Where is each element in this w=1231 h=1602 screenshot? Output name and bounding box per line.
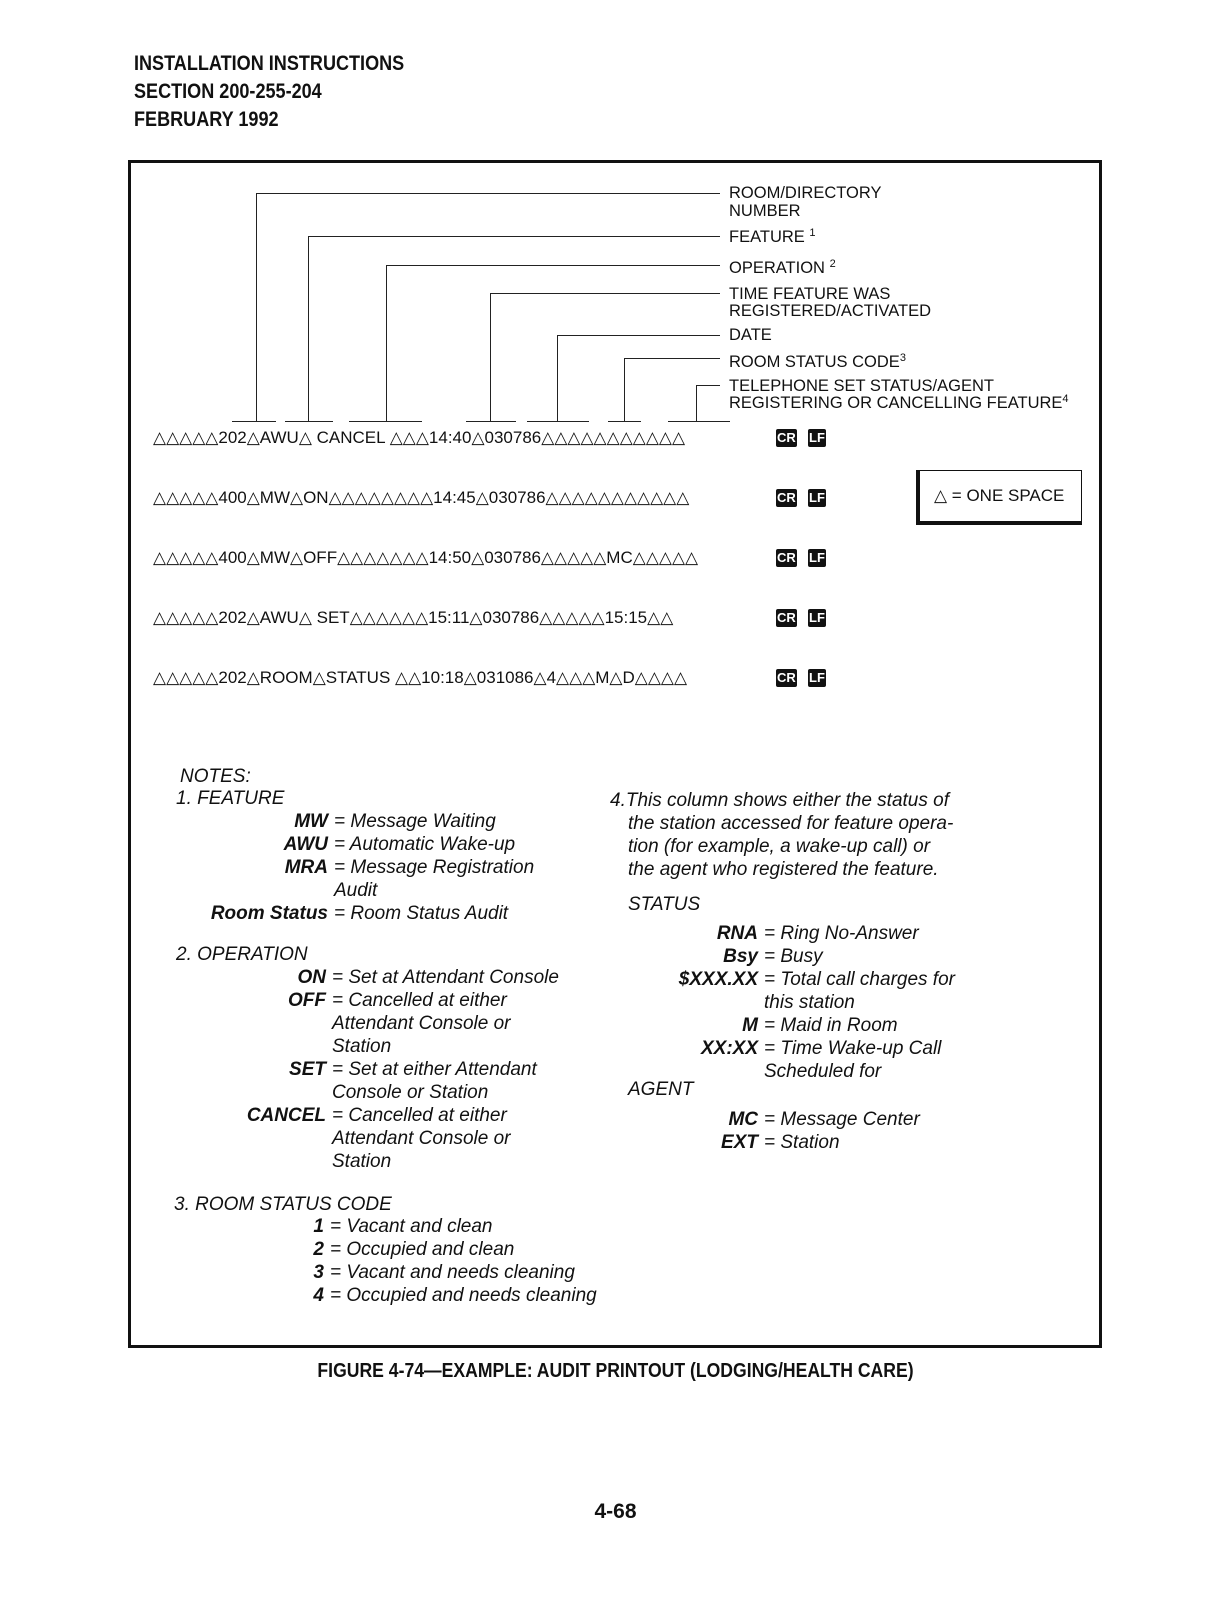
note-term: MC [728,1109,758,1130]
note-meaning: = Room Status Audit [334,903,509,924]
space-legend-box [916,470,1082,525]
note-meaning: Audit [334,880,378,901]
note-meaning: = Ring No-Answer [764,923,919,944]
note-definition [600,1131,840,1154]
header-line-1: INSTALLATION INSTRUCTIONS [134,52,405,75]
note-status-title: STATUS [628,894,701,915]
note-definition [180,1261,575,1284]
note-term: 1 [313,1216,324,1237]
note-4-line: the agent who registered the feature. [628,859,939,880]
note-term: M [742,1015,758,1036]
note-meaning: Scheduled for [764,1061,882,1082]
note-operation-title: 2. OPERATION [176,944,308,965]
note-agent-title: AGENT [628,1079,694,1100]
note-meaning: = Set at Attendant Console [332,967,559,988]
printout-row-1: △△△△△202△AWU△ CANCEL △△△14:40△030786△△△△△△△△△△△ [153,428,686,447]
callout-telephone-2: REGISTERING OR CANCELLING FEATURE$^4$ [729,393,1069,412]
note-term: Bsy [723,946,758,967]
note-definition [180,1035,391,1058]
note-meaning: Station [332,1151,392,1172]
note-meaning: = Station [764,1132,840,1153]
note-term: MW [294,811,328,832]
note-meaning: Station [332,1036,392,1057]
note-term: 3 [313,1262,324,1283]
note-definition [180,1058,537,1081]
note-definition [600,968,955,991]
note-definition [180,902,508,925]
note-meaning: = Total call charges for [764,969,955,990]
note-meaning: Attendant Console or [332,1128,511,1149]
note-meaning: = Time Wake-up Call [764,1038,942,1059]
callout-operation: OPERATION $^2$ [729,258,836,277]
note-definition [600,922,919,945]
note-term: RNA [716,923,758,944]
note-definition [180,810,496,833]
note-meaning: = Set at either Attendant [332,1059,537,1080]
note-definition [180,856,534,879]
note-room-status-title: 3. ROOM STATUS CODE [174,1194,392,1215]
note-definition [180,989,507,1012]
note-definition [600,991,855,1014]
note-definition [180,1238,514,1261]
note-term: 4 [313,1285,324,1306]
lf-marker: LF [809,490,825,505]
note-meaning: = Occupied and clean [330,1239,515,1260]
note-meaning: = Vacant and needs cleaning [330,1262,575,1283]
note-4-line: tion (for example, a wake-up call) or [628,836,931,857]
note-definition [180,1081,488,1104]
note-definition [180,1104,507,1127]
note-meaning: this station [764,992,855,1013]
note-meaning: = Busy [764,946,823,967]
note-term: AWU [283,834,328,855]
note-definition [180,1284,597,1307]
page-number: 4-68 [594,1500,637,1523]
callout-feature: FEATURE $^1$ [729,227,816,246]
figure-caption: FIGURE 4-74—EXAMPLE: AUDIT PRINTOUT (LODGING/HEALTH CARE) [317,1360,914,1382]
note-definition [600,1014,898,1037]
note-definition [180,1127,511,1150]
note-term: ON [297,967,326,988]
note-meaning: Attendant Console or [332,1013,511,1034]
note-term: OFF [288,990,326,1011]
note-meaning: = Cancelled at either [332,990,507,1011]
note-meaning: Console or Station [332,1082,489,1103]
printout-row-3: △△△△△400△MW△OFF△△△△△△△14:50△030786△△△△△MC△△△△△ [153,548,699,567]
note-meaning: = Occupied and needs cleaning [330,1285,597,1306]
lf-marker: LF [809,430,825,445]
note-meaning: = Message Waiting [334,811,496,832]
callout-telephone-1: TELEPHONE SET STATUS/AGENT [729,377,994,395]
callout-time-1: TIME FEATURE WAS [729,285,891,303]
note-meaning: = Message Center [764,1109,920,1130]
space-legend-text: △ = ONE SPACE [934,486,1065,505]
header-line-2: SECTION 200-255-204 [134,80,322,103]
cr-marker: CR [777,550,796,565]
note-definition [180,1012,511,1035]
note-definition [600,1037,941,1060]
note-definition [180,879,377,902]
printout-row-4: △△△△△202△AWU△ SET△△△△△△15:11△030786△△△△△15:15△△ [153,608,674,627]
note-term: 2 [313,1239,324,1260]
note-feature-title: 1. FEATURE [176,788,285,809]
callout-time-2: REGISTERED/ACTIVATED [729,302,931,320]
note-term: MRA [284,857,328,878]
note-4-line: 4.This column shows either the status of [610,790,949,811]
note-definition [180,1150,391,1173]
note-term: Room Status [210,903,328,924]
note-term: SET [289,1059,326,1080]
printout-row-2: △△△△△400△MW△ON△△△△△△△△14:45△030786△△△△△△△△△△△ [153,488,690,507]
cr-marker: CR [777,610,796,625]
lf-marker: LF [809,670,825,685]
note-definition [600,1108,920,1131]
note-meaning: = Automatic Wake-up [334,834,516,855]
callout-room-directory-1: ROOM/DIRECTORY [729,184,882,202]
note-definition [180,1215,493,1238]
note-definition [180,966,559,989]
lf-marker: LF [809,610,825,625]
notes-title: NOTES: [180,766,251,787]
cr-marker: CR [777,490,796,505]
note-term: EXT [721,1132,758,1153]
note-term: CANCEL [246,1105,326,1126]
note-definition [600,945,823,968]
callout-date: DATE [729,326,772,344]
lf-marker: LF [809,550,825,565]
note-4-line: the station accessed for feature opera- [628,813,954,834]
note-definition [180,833,515,856]
cr-marker: CR [777,430,796,445]
printout-row-5: △△△△△202△ROOM△STATUS △△10:18△031086△4△△△M△D△△△△ [153,668,688,687]
header-line-3: FEBRUARY 1992 [134,108,279,131]
note-term: XX:XX [700,1038,758,1059]
note-meaning: = Vacant and clean [330,1216,493,1237]
note-meaning: = Maid in Room [764,1015,898,1036]
callout-room-status: ROOM STATUS CODE$^3$ [729,352,906,371]
callout-room-directory-2: NUMBER [729,202,801,220]
note-meaning: = Message Registration [334,857,535,878]
note-meaning: = Cancelled at either [332,1105,507,1126]
note-term: $XXX.XX [678,969,758,990]
cr-marker: CR [777,670,796,685]
